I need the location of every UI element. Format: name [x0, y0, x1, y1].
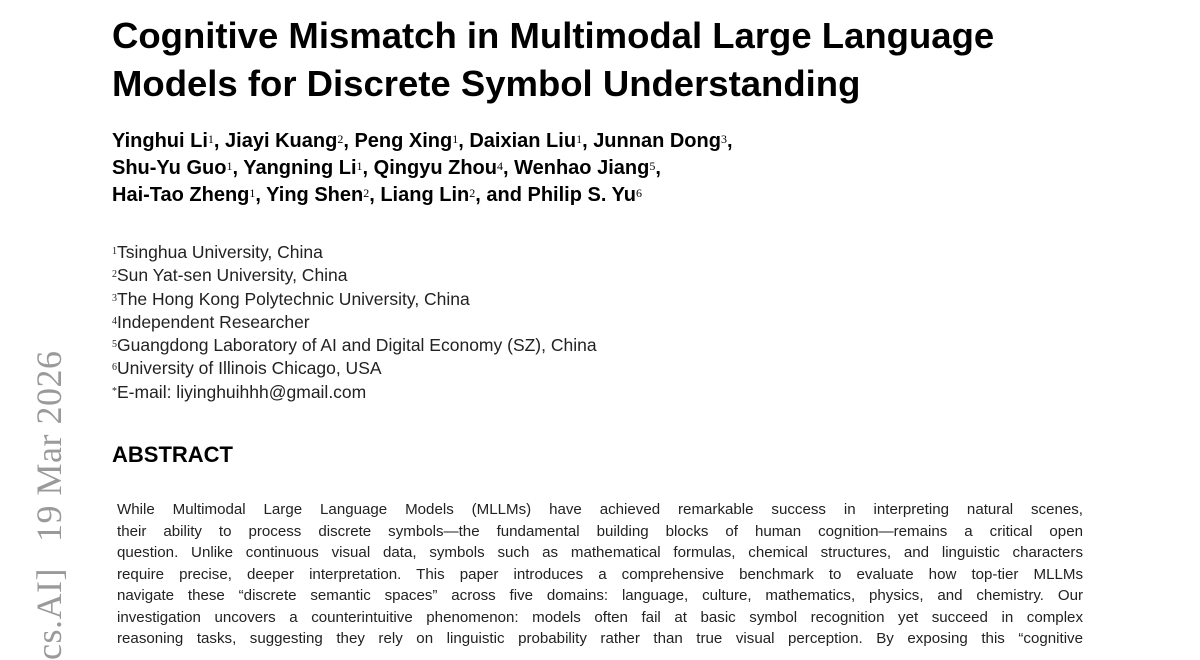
affiliation-text: The Hong Kong Polytechnic University, China	[117, 288, 470, 309]
affiliation-item	[112, 288, 912, 311]
affiliation-item	[112, 264, 912, 287]
author-name: and Philip S. Yu	[486, 184, 637, 206]
arxiv-date: 19 Mar 2026	[29, 350, 69, 543]
abstract-line: reasoning tasks, suggesting they rely on linguistic probability rather than true visual perception. By exposing this “cognitive	[117, 630, 1083, 647]
affiliation-text: Guangdong Laboratory of AI and Digital Economy (SZ), China	[117, 335, 597, 356]
author-sup: 1	[207, 132, 214, 146]
author-name: Peng Xing	[354, 130, 453, 152]
author-sup: 1	[249, 186, 256, 200]
abstract-line: their ability to process discrete symbols—the fundamental building blocks of human cognition—remains a critical open	[117, 522, 1083, 540]
affiliation-text: Tsinghua University, China	[117, 242, 323, 262]
abstract-text	[117, 499, 1083, 650]
affiliation-text: University of Illinois Chicago, USA	[117, 358, 382, 379]
affiliation-sup: 3	[112, 292, 117, 304]
author-line: Yinghui Li$^1$, Jiayi Kuang$^2$, Peng Xing$^1$, Daixian Liu$^1$, Junnan Dong$^3$,	[112, 130, 733, 152]
abstract-line: question. Unlike continuous visual data, symbols such as mathematical formulas, chemical structures, and linguistic characters	[117, 544, 1083, 561]
author-sup: 4	[496, 159, 503, 173]
affiliation-item	[112, 311, 912, 334]
affiliation-sup: 5	[112, 339, 117, 351]
author-sup: 5	[649, 159, 656, 173]
affiliation-item	[112, 241, 912, 264]
author-sup: 6	[636, 186, 643, 200]
author-sup: 1	[576, 132, 583, 146]
author-line: Shu-Yu Guo$^1$, Yangning Li$^1$, Qingyu Zhou$^4$, Wenhao Jiang$^5$,	[112, 157, 661, 179]
paper-title	[112, 12, 1112, 108]
author-name: Qingyu Zhou	[373, 157, 497, 179]
affiliation-sup: 1	[112, 246, 117, 257]
author-name: Hai-Tao Zheng	[112, 184, 250, 206]
author-name: Junnan Dong	[593, 130, 721, 152]
author-name: Jiayi Kuang	[225, 130, 338, 152]
author-name: Shu-Yu Guo	[112, 157, 227, 179]
affiliation-sup: *	[112, 385, 117, 397]
affiliation-list	[112, 241, 912, 404]
email-item	[112, 381, 912, 404]
abstract-line: require precise, deeper interpretation. This paper introduces a comprehensive benchmark to evaluate how top-tier MLLMs	[117, 565, 1083, 583]
author-line: Hai-Tao Zheng$^1$, Ying Shen$^2$, Liang Lin$^2$, and Philip S. Yu$^6$	[112, 184, 643, 206]
affiliation-item	[112, 357, 912, 380]
abstract-line: navigate these “discrete semantic spaces” across five domains: language, culture, mathematics, physics, and chemistry. Our	[117, 587, 1083, 604]
affiliation-sup: 2	[112, 269, 117, 281]
affiliation-text: Sun Yat-sen University, China	[117, 265, 348, 286]
abstract-line: While Multimodal Large Language Models (MLLMs) have achieved remarkable success in interpreting natural scenes,	[117, 501, 1083, 518]
author-sup: 1	[452, 132, 459, 146]
contact-email: E-mail: liyinghuihhh@gmail.com	[117, 381, 367, 402]
title-line: Models for Discrete Symbol Understanding	[112, 63, 861, 104]
abstract-line: investigation uncovers a counterintuitive phenomenon: models often fail at basic symbol recognition yet succeed in complex	[117, 608, 1083, 626]
arxiv-category: cs.AI]	[29, 568, 69, 660]
author-name: Ying Shen	[266, 184, 364, 206]
author-list	[112, 128, 1012, 209]
author-name: Daixian Liu	[469, 130, 577, 152]
affiliation-sup: 6	[112, 362, 117, 374]
author-sup: 2	[469, 186, 476, 200]
affiliation-text: Independent Researcher	[117, 311, 310, 332]
author-sup: 2	[337, 132, 344, 146]
author-name: Liang Lin	[380, 184, 470, 206]
affiliation-sup: 4	[112, 315, 117, 327]
title-line: Cognitive Mismatch in Multimodal Large Language	[112, 15, 995, 56]
affiliation-item	[112, 334, 912, 357]
arxiv-stamp	[28, 351, 70, 660]
author-name: Yangning Li	[243, 157, 357, 179]
author-sup: 1	[356, 159, 363, 173]
author-sup: 3	[720, 132, 727, 146]
author-sup: 2	[363, 186, 370, 200]
author-name: Yinghui Li	[112, 130, 208, 152]
author-sup: 1	[226, 159, 233, 173]
abstract-heading: ABSTRACT	[112, 442, 233, 467]
author-name: Wenhao Jiang	[514, 157, 650, 179]
